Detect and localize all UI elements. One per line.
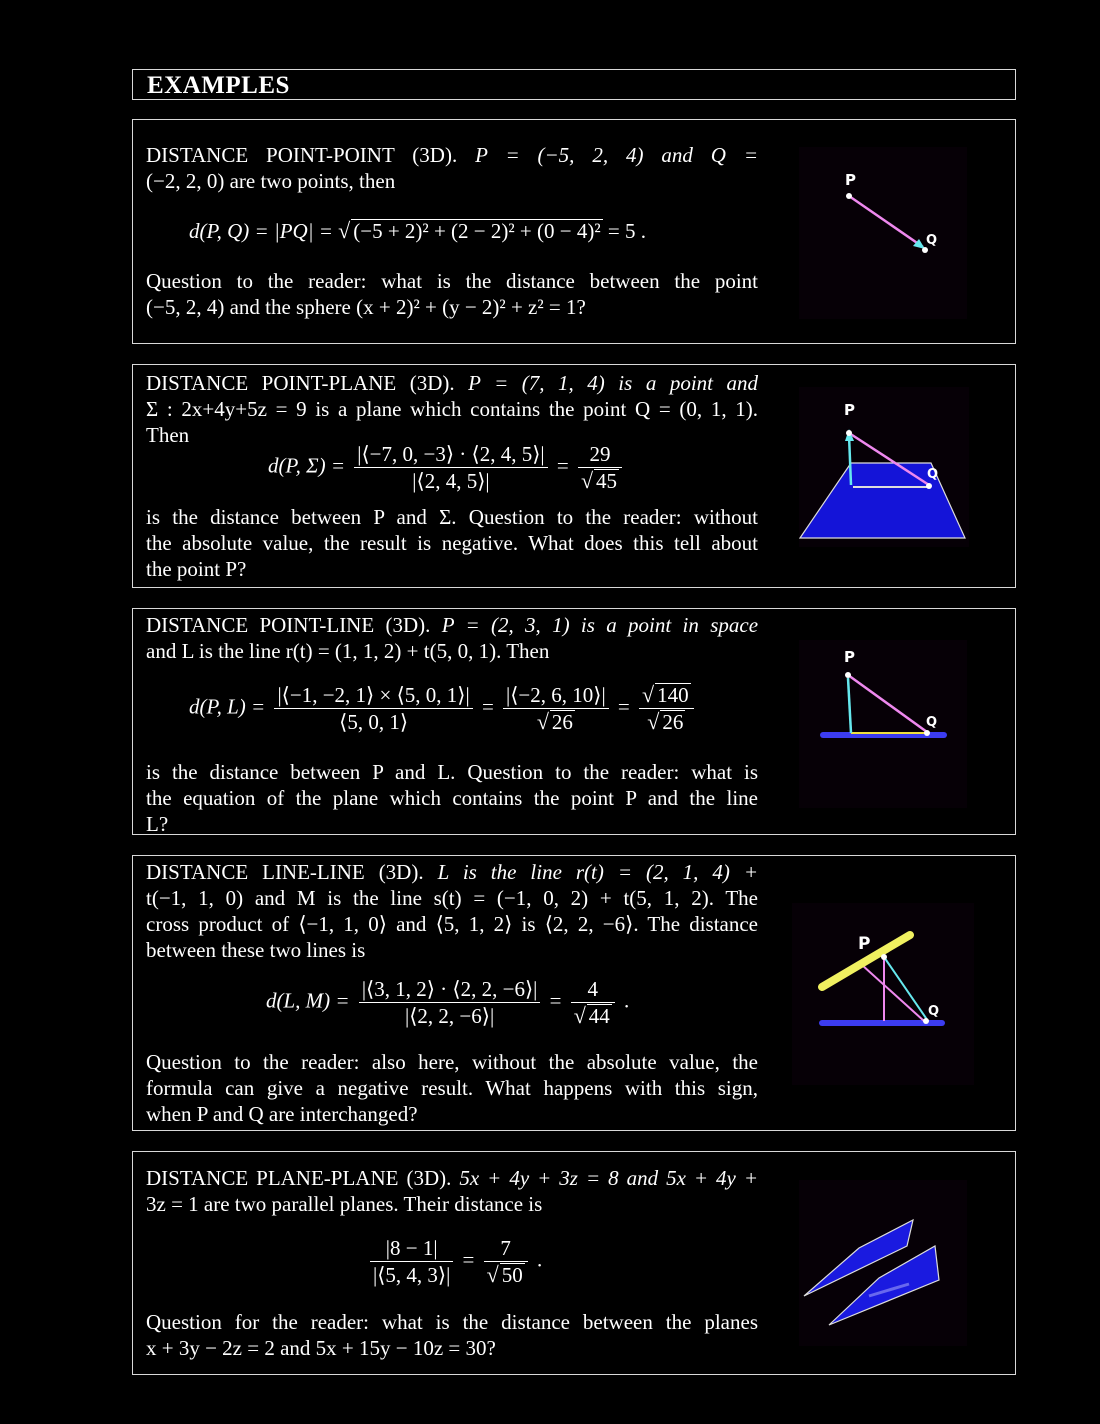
ex2-title: DISTANCE POINT-PLANE (3D). — [146, 371, 455, 395]
ex2-figure — [799, 387, 969, 547]
ex5-question-line-1: Question for the reader: what is the distance between the planes — [146, 1310, 758, 1334]
ex5-figure-bg — [799, 1180, 967, 1346]
ex3-intro-a: P = (2, 3, 1) is a point in space — [441, 613, 759, 637]
ex4-title: DISTANCE LINE-LINE (3D). — [146, 860, 424, 884]
ex4-eq-denominator: |⟨2, 2, −6⟩| — [405, 1004, 495, 1028]
ex1-intro-line-1 — [146, 142, 758, 168]
ex5-eq-denominator: |⟨5, 4, 3⟩| — [373, 1263, 451, 1287]
ex2-intro-line-1 — [146, 370, 758, 396]
ex1-eq-radical-sign: √ — [338, 218, 351, 243]
ex3-after-line-3: L? — [146, 812, 169, 836]
ex3-eq-result — [639, 682, 694, 735]
ex3-eq-denominator: ⟨5, 0, 1⟩ — [339, 710, 409, 734]
ex5-eq-end: . — [536, 1247, 543, 1272]
ex2-eq-result-den: √ 45 — [580, 468, 618, 493]
ex5-title: DISTANCE PLANE-PLANE (3D). — [146, 1166, 452, 1190]
ex3-eq-mid — [503, 682, 609, 735]
ex1-intro-line-2: (−2, 2, 0) are two points, then — [146, 169, 396, 193]
ex4-eq-result-radicand: 44 — [588, 1004, 610, 1028]
ex3-eq-numerator: |⟨−1, −2, 1⟩ × ⟨5, 0, 1⟩| — [274, 682, 472, 709]
ex4-label-q: Q — [928, 1004, 940, 1019]
ex1-title: DISTANCE POINT-POINT (3D). — [146, 143, 458, 167]
ex2-equation — [268, 441, 626, 494]
ex3-eq-mid-num: |⟨−2, 6, 10⟩| — [503, 682, 609, 709]
ex2-after-line-1: is the distance between P and Σ. Question to the reader: without — [146, 505, 758, 529]
ex4-point-p — [881, 954, 887, 960]
ex2-after-line-3: the point P? — [146, 557, 247, 581]
ex2-eq-result — [578, 441, 622, 494]
ex3-eq-result-den: √ 26 — [647, 709, 684, 734]
ex3-eq-equals-1: = — [481, 694, 494, 719]
ex4-intro-line-4: between these two lines is — [146, 938, 366, 962]
ex4-eq-end: . — [624, 988, 630, 1013]
ex4-eq-equals: = — [549, 988, 562, 1013]
ex4-label-p: P — [858, 934, 871, 954]
ex5-question-line-2: x + 3y − 2z = 2 and 5x + 15y − 10z = 30? — [146, 1336, 496, 1360]
ex2-point-p — [846, 430, 852, 436]
ex4-eq-fraction — [359, 976, 541, 1029]
ex4-eq-lhs: d(L, M) = — [266, 988, 350, 1013]
ex2-label-p: P — [844, 401, 855, 419]
ex5-figure — [799, 1180, 967, 1346]
ex1-question-line-1: Question to the reader: what is the distance between the point — [146, 269, 758, 293]
ex3-eq-mid-radicand: 26 — [551, 710, 573, 734]
ex2-eq-lhs: d(P, Σ) = — [268, 453, 346, 478]
ex1-eq-radicand: (−5 + 2)² + (2 − 2)² + (0 − 4)² — [353, 219, 601, 243]
ex3-figure — [799, 640, 967, 808]
ex2-intro-a: P = (7, 1, 4) is a point and — [468, 371, 759, 395]
ex1-eq-rhs: = 5 . — [607, 219, 646, 243]
ex4-eq-result-num: 4 — [571, 976, 615, 1003]
page-title: EXAMPLES — [147, 72, 290, 99]
ex5-equation — [366, 1235, 542, 1288]
ex3-eq-equals-2: = — [617, 694, 630, 719]
ex3-eq-result-den-radicand: 26 — [662, 710, 684, 734]
ex1-intro-a: P = (−5, 2, 4) and Q = — [475, 143, 759, 167]
ex5-eq-fraction — [370, 1235, 453, 1288]
ex2-eq-result-radicand: 45 — [596, 469, 618, 493]
ex4-intro-line-3: cross product of ⟨−1, 1, 0⟩ and ⟨5, 1, 2⟩ is ⟨2, 2, −6⟩. The distance — [146, 912, 758, 936]
ex1-label-q: Q — [926, 233, 938, 248]
example-point-plane — [132, 364, 1016, 588]
ex4-equation — [266, 976, 629, 1029]
ex4-intro-line-2: t(−1, 1, 0) and M is the line s(t) = (−1, 0, 2) + t(5, 1, 2). The — [146, 886, 758, 910]
ex5-eq-result-num: 7 — [484, 1235, 528, 1262]
ex3-point-p — [845, 672, 851, 678]
ex3-intro-line-1 — [146, 612, 758, 638]
ex3-eq-lhs: d(P, L) = — [189, 694, 266, 719]
ex3-equation — [189, 682, 698, 735]
ex3-eq-result-num-radicand: 140 — [657, 683, 689, 707]
ex1-equation — [189, 218, 646, 244]
ex1-eq-lhs: d(P, Q) = |PQ| = — [189, 219, 333, 243]
ex1-figure — [799, 147, 967, 319]
example-line-line — [132, 855, 1016, 1131]
ex2-point-q — [926, 483, 932, 489]
ex5-intro-a: 5x + 4y + 3z = 8 and 5x + 4y + — [459, 1166, 759, 1190]
ex3-eq-result-num: √ 140 — [639, 682, 694, 709]
ex4-intro-line-1 — [146, 859, 758, 885]
example-plane-plane — [132, 1151, 1016, 1375]
ex2-eq-numerator: |⟨−7, 0, −3⟩ · ⟨2, 4, 5⟩| — [354, 441, 547, 468]
ex2-eq-result-num: 29 — [578, 441, 622, 468]
ex3-label-q: Q — [926, 715, 938, 730]
ex4-figure — [792, 903, 974, 1085]
ex5-intro-line-1 — [146, 1165, 758, 1191]
ex1-question-line-2: (−5, 2, 4) and the sphere (x + 2)² + (y − 2)² + z² = 1? — [146, 295, 586, 319]
example-point-line — [132, 608, 1016, 835]
ex4-intro-a: L is the line r(t) = (2, 1, 4) + — [437, 860, 758, 884]
ex2-label-q: Q — [927, 467, 939, 482]
ex3-point-q — [924, 730, 930, 736]
ex4-eq-result — [571, 976, 615, 1029]
ex2-after-line-2: the absolute value, the result is negative. What does this tell about — [146, 531, 758, 555]
ex3-title: DISTANCE POINT-LINE (3D). — [146, 613, 431, 637]
header-box — [132, 69, 1016, 100]
ex3-eq-mid-den: √ 26 — [536, 709, 573, 734]
ex2-eq-fraction — [354, 441, 547, 494]
ex3-intro-line-2: and L is the line r(t) = (1, 1, 2) + t(5, 0, 1). Then — [146, 639, 550, 663]
ex4-after-line-2: formula can give a negative result. What happens with this sign, — [146, 1076, 758, 1100]
ex5-eq-numerator: |8 − 1| — [370, 1235, 453, 1262]
ex3-after-line-2: the equation of the plane which contains the point P and the line — [146, 786, 758, 810]
ex3-eq-fraction — [274, 682, 472, 735]
ex5-eq-result — [484, 1235, 528, 1288]
ex4-eq-result-den: √ 44 — [573, 1003, 610, 1028]
ex3-after-line-1: is the distance between P and L. Question to the reader: what is — [146, 760, 758, 784]
ex5-eq-result-radicand: 50 — [501, 1263, 523, 1287]
ex3-figure-bg — [799, 640, 967, 808]
example-point-point — [132, 119, 1016, 344]
ex3-label-p: P — [844, 648, 855, 666]
ex5-intro-line-2: 3z = 1 are two parallel planes. Their distance is — [146, 1192, 543, 1216]
ex1-label-p: P — [845, 171, 856, 189]
ex2-eq-denominator: |⟨2, 4, 5⟩| — [412, 469, 490, 493]
ex5-eq-result-den: √ 50 — [486, 1262, 523, 1287]
ex5-eq-equals: = — [462, 1247, 475, 1272]
ex4-after-line-1: Question to the reader: also here, without the absolute value, the — [146, 1050, 758, 1074]
ex4-after-line-3: when P and Q are interchanged? — [146, 1102, 418, 1126]
ex1-point-p — [846, 193, 852, 199]
ex4-eq-numerator: |⟨3, 1, 2⟩ · ⟨2, 2, −6⟩| — [359, 976, 541, 1003]
ex1-figure-bg — [799, 147, 967, 319]
ex2-eq-equals: = — [556, 453, 569, 478]
ex2-intro-line-2: Σ : 2x+4y+5z = 9 is a plane which contains the point Q = (0, 1, 1). — [146, 397, 758, 421]
ex2-intro-line-3: Then — [146, 423, 190, 447]
